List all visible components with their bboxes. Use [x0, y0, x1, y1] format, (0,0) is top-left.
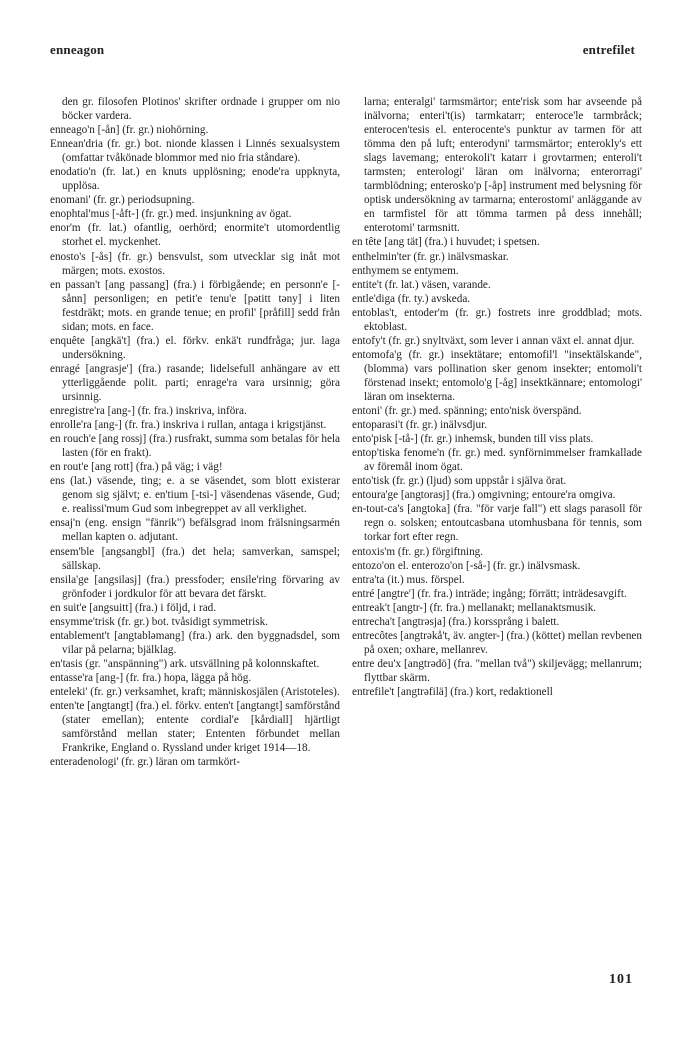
dictionary-entry: ensila'ge [angsilasj] (fra.) pressfoder; ensile'ring förvaring av grönfoder i jordkulor för att bevara det färskt. — [50, 573, 340, 600]
dictionary-entry: entrecôtes [angtrəkå't, äv. angter-] (fra.) (köttet) mellan revbenen på oxen; oxhare, mellanrev. — [352, 629, 642, 656]
dictionary-entry: en rouch'e [ang rossj] (fra.) rusfrakt, summa som betalas för hela lasten (för en frakt). — [50, 433, 340, 460]
dictionary-entry: Ennean'dria (fr. gr.) bot. nionde klassen i Linnés sexualsystem (omfattar tvåkönade blommor med nio fria ståndare). — [50, 138, 340, 165]
dictionary-entry: entite't (fr. lat.) väsen, varande. — [352, 278, 491, 291]
running-head-right: entrefilet — [582, 42, 635, 57]
dictionary-entry: larna; enteralgi' tarmsmärtor; ente'risk som har avseende på inälvorna; enteri't(is) tarmkatarr; enteroce'le tarmbråck; enterocen'tesis el. enterocente's punktur av tarmen för att tömma den på luft; enterodyni' tarmsmärtor; enterokly's ett slags lavemang; enterokoli't katarr i grovtarmen; enteroli't tarmsten; enterologi' läran om inälvorna; enterorragi' tarmblödning; enterosko'p [-åp] instrument med belysning för optisk undersökning av tarmarna; enterostomi' anläggande av en tarmfistel för att tömma tarmen på dess innehåll; enterotomi' tarmsnitt. — [364, 96, 642, 235]
left-column — [50, 95, 340, 769]
dictionary-entry: en tête [ang tät] (fra.) i huvudet; i spetsen. — [352, 236, 540, 249]
dictionary-entry: enteleki' (fr. gr.) verksamhet, kraft; människosjälen (Aristoteles). — [50, 685, 340, 698]
dictionary-entry: entra'ta (it.) mus. förspel. — [352, 573, 465, 586]
dictionary-entry: entomofa'g (fr. gr.) insektätare; entomofil'l "insektälskande", (blomma) vars pollination sker genom insekter; entomoli't förstenad insekt; entomolo'g [-åg] insektkännare; entomologi' läran om insekterna. — [352, 348, 642, 403]
dictionary-entry: enrolle'ra [ang-] (fr. fra.) inskriva i rullan, antaga i krigstjänst. — [50, 419, 327, 432]
dictionary-entry: ento'pisk [-tå-] (fr. gr.) inhemsk, bunden till viss plats. — [352, 433, 594, 446]
dictionary-entry: ensymme'trisk (fr. gr.) bot. tvåsidigt symmetrisk. — [50, 615, 268, 628]
page-number: 101 — [609, 972, 633, 987]
dictionary-entry: entoblas't, entoder'm (fr. gr.) fostrets inre groddblad; mots. ektoblast. — [352, 306, 642, 333]
dictionary-entry: entre deu'x [angtrədö] (fra. "mellan två") skiljevägg; mellanrum; flyttbar skärm. — [352, 657, 642, 684]
dictionary-entry: entoparasi't (fr. gr.) inälvsdjur. — [352, 419, 487, 432]
dictionary-entry: ens (lat.) väsende, ting; e. a se väsendet, som blott existerar genom sig självt; e. en'tium [-tsi-] väsendenas väsende, Gud; e. realissi'mum Gud som inbegreppet av all verklighet. — [50, 475, 340, 516]
dictionary-entry: entreak't [angtr-] (fr. fra.) mellanakt; mellanaktsmusik. — [352, 601, 597, 614]
dictionary-entry: ensem'ble [angsangbl] (fra.) det hela; samverkan, samspel; sällskap. — [50, 545, 340, 572]
dictionary-entry: entoni' (fr. gr.) med. spänning; ento'nisk överspänd. — [352, 405, 582, 418]
dictionary-entry: enodatio'n (fr. lat.) en knuts upplösning; enode'ra uppknyta, upplösa. — [50, 166, 340, 193]
dictionary-entry: en passan't [ang passang] (fra.) i förbigående; en personn'e [-sånn] personligen; en petit'e tenu'e [pətitt təny] i liten festdräkt; mots. en grande tenue; en profil' [pråfill] sedd från sidan; mots. en face. — [50, 278, 340, 333]
dictionary-entry: en'tasis (gr. "anspänning") ark. utsvällning på kolonnskaftet. — [50, 657, 320, 670]
dictionary-entry: den gr. filosofen Plotinos' skrifter ordnade i grupper om nio böcker vardera. — [62, 96, 340, 123]
dictionary-entry: entoxis'm (fr. gr.) förgiftning. — [352, 545, 484, 558]
dictionary-entry: enneago'n [-ån] (fr. gr.) niohörning. — [50, 124, 209, 137]
dictionary-entry: enosto's [-ås] (fr. gr.) bensvulst, som utvecklar sig inåt mot märgen; mots. exostos. — [50, 250, 340, 277]
dictionary-entry: entrefile't [angtrəfilä] (fra.) kort, redaktionell — [352, 685, 553, 698]
dictionary-entry: enthelmin'ter (fr. gr.) inälvsmaskar. — [352, 250, 509, 263]
dictionary-entry: entofy't (fr. gr.) snyltväxt, som lever i annan växt el. annat djur. — [352, 334, 635, 347]
dictionary-entry: entasse'ra [ang-] (fr. fra.) hopa, lägga på hög. — [50, 671, 252, 684]
dictionary-entry: entle'diga (fr. ty.) avskeda. — [352, 292, 471, 305]
dictionary-entry: en rout'e [ang rott] (fra.) på väg; i väg! — [50, 461, 223, 474]
dictionary-entry: enten'te [angtangt] (fra.) el. förkv. enten't [angtangt] samförstånd (stater emellan); entente cordial'e [kårdiall] hjärtligt samförstånd mellan stater; Ententen förbundet mellan Frankrike, England o. Ryssland under kriget 1914—18. — [50, 700, 340, 755]
dictionary-entry: entozo'on el. enterozo'on [-så-] (fr. gr.) inälvsmask. — [352, 559, 581, 572]
dictionary-entry: enragé [angrasje'] (fra.) rasande; lidelsefull anhängare av ett ytterliggående polit. parti; enrage'ra vara ursinnig; göra ursinnig. — [50, 362, 340, 403]
dictionary-entry: enteradenologi' (fr. gr.) läran om tarmkört- — [50, 756, 240, 769]
dictionary-entry: enophtal'mus [-åft-] (fr. gr.) med. insjunkning av ögat. — [50, 208, 292, 221]
right-column — [352, 95, 642, 699]
dictionary-entry: en suit'e [angsuitt] (fra.) i följd, i rad. — [50, 601, 217, 614]
dictionary-entry: entablement't [angtabləmang] (fra.) ark. den byggnadsdel, som vilar på pelarna; bjälklag. — [50, 629, 340, 656]
dictionary-entry: ento'tisk (fr. gr.) (ljud) som uppstår i själva örat. — [352, 475, 567, 488]
dictionary-entry: enor'm (fr. lat.) ofantlig, oerhörd; enormite't utomordentlig storhet el. myckenhet. — [50, 222, 340, 249]
dictionary-entry: ensaj'n (eng. ensign "fänrik") befälsgrad inom frälsningsarmén mellan kapten o. adjutant. — [50, 517, 340, 544]
dictionary-entry: entoura'ge [angtorasj] (fra.) omgivning; entoure'ra omgiva. — [352, 489, 616, 502]
dictionary-entry: enomani' (fr. gr.) periodsupning. — [50, 194, 195, 207]
dictionary-entry: entré [angtre'] (fr. fra.) inträde; ingång; förrätt; inträdesavgift. — [352, 587, 627, 600]
running-head-left: enneagon — [50, 42, 105, 57]
dictionary-entry: entrecha't [angtrəsja] (fra.) korssprång i balett. — [352, 615, 560, 628]
dictionary-entry: enthymem se entymem. — [352, 264, 459, 277]
dictionary-entry: entop'tiska fenome'n (fr. gr.) med. synförnimmelser framkallade av föremål inom ögat. — [352, 447, 642, 474]
dictionary-entry: enregistre'ra [ang-] (fr. fra.) inskriva, införa. — [50, 405, 247, 418]
dictionary-entry: enquête [angkä't] (fra.) el. förkv. enkä't rundfråga; jur. laga undersökning. — [50, 334, 340, 361]
dictionary-entry: en-tout-ca's [angtoka] (fra. "för varje fall") ett slags parasoll för regn o. solsken; entoutcasbana utomhusbana för tennis, som torkar fort efter regn. — [352, 503, 642, 544]
